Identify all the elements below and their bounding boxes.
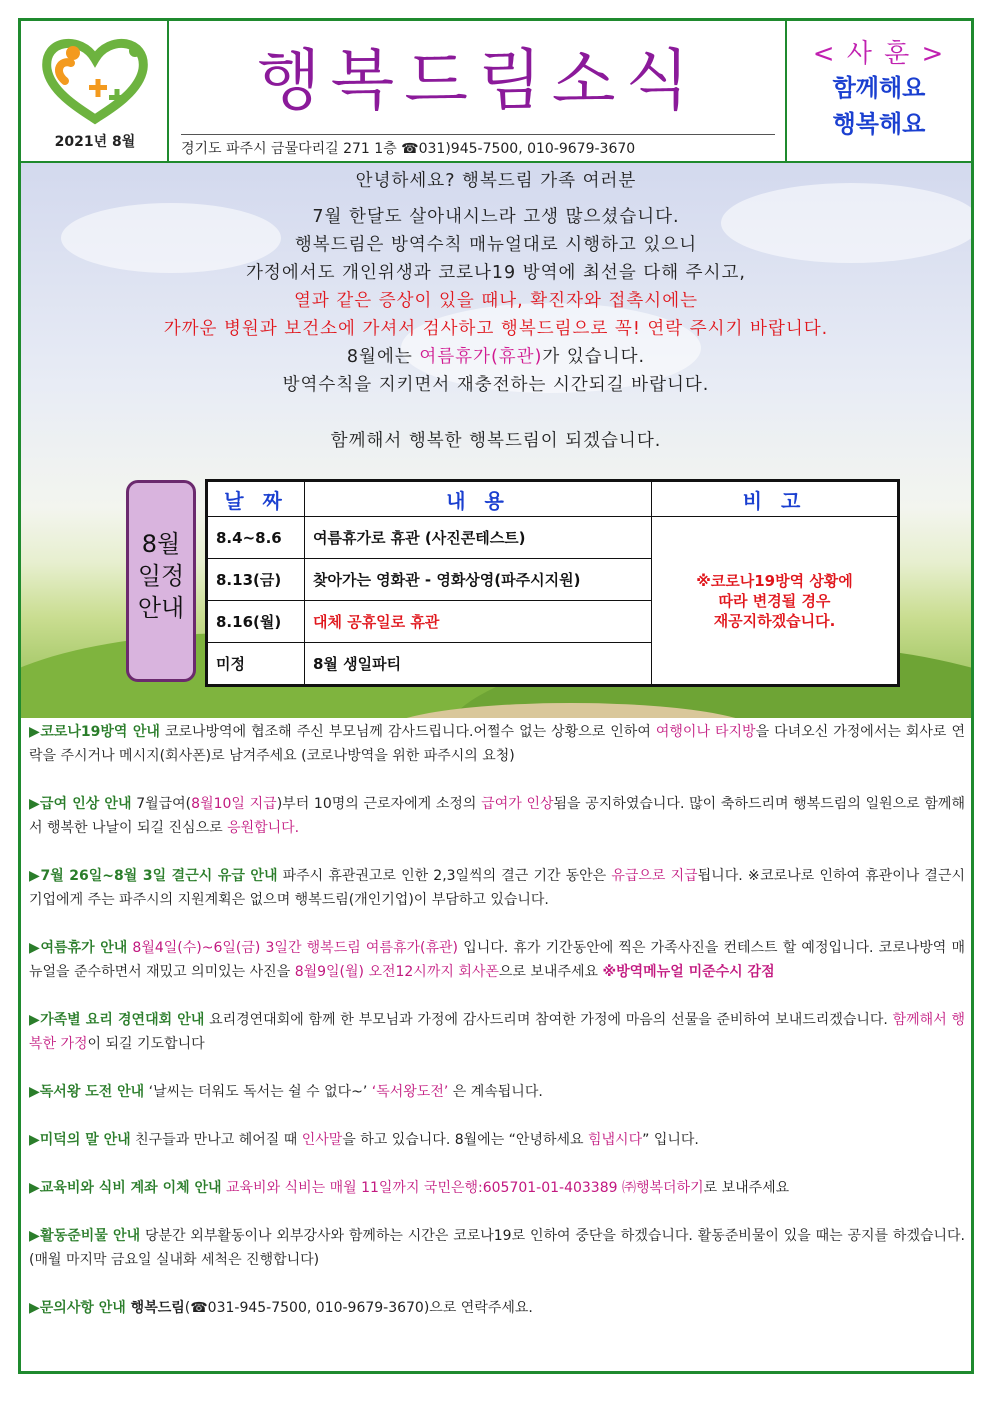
notice-heading: ▶코로나19방역 안내 [29,724,160,740]
notice-text: 이 되길 기도합니다 [87,1036,205,1052]
address-line: 경기도 파주시 금물다리길 271 1층 ☎031)945-7500, 010-9679-3670 [181,134,775,158]
letter-line: 7월 한달도 살아내시느라 고생 많으셨습니다. [312,207,680,227]
column-header-content: 내 용 [305,481,652,517]
notice-highlight: 급여가 인상 [481,796,554,812]
schedule-content: 8월 생일파티 [305,643,652,686]
notice-text: 당분간 외부활동이나 외부강사와 함께하는 시간은 코로나19로 인하여 중단을 하겠습니다. 활동준비물이 있을 때는 공지를 하겠습니다. (매월 마지막 금요일 실내화 세척은 진행합니다) [29,1228,965,1268]
notice-highlight: 8월10일 지급 [191,796,277,812]
notice-reading [29,1080,965,1104]
notice-payment [29,1176,965,1200]
greeting-letter [21,167,971,455]
letter-line: 가정에서도 개인위생과 코로나19 방역에 최선을 다해 주시고, [246,263,746,283]
notice-highlight: 응원합니다. [227,820,300,836]
note-line: 재공지하겠습니다. [713,611,836,630]
greeting-line: 안녕하세요? 행복드림 가족 여러분 [355,171,637,191]
notice-text: 코로나방역에 협조해 주신 부모님께 감사드립니다.어쩔수 없는 상황으로 인하여 [159,724,656,740]
notice-text: ” 입니다. [642,1132,699,1148]
notice-highlight: 8월4일(수)~6일(금) 3일간 행복드림 여름휴가(휴관) [127,940,459,956]
table-row [207,517,899,559]
letter-line: 방역수칙을 지키면서 재충전하는 시간되길 바랍니다. [282,375,710,395]
letter-closing: 함께해서 행복한 행복드림이 되겠습니다. [330,431,662,451]
notice-highlight: 교육비와 식비는 매월 11일까지 국민은행:605701-01-403389 ㈜행복더하기 [221,1180,704,1196]
column-header-note: 비 고 [652,481,899,517]
notice-highlight: 8월9일(월) 오전12시까지 회사폰 [294,964,499,980]
notice-highlight: ‘독서왕도전’ [371,1084,449,1100]
notice-highlight: 인사말 [301,1132,343,1148]
notice-heading: ▶독서왕 도전 안내 [29,1084,145,1100]
notice-summer-vacation [29,936,965,984]
table-header-row [207,481,899,517]
notice-contact [29,1296,965,1320]
logo-cell [21,21,169,161]
notice-text: 으로 보내주세요 [498,964,603,980]
greeting-banner [21,163,971,718]
schedule-content: 여름휴가로 휴관 (사진콘테스트) [305,517,652,559]
notice-text: 을 하고 있습니다. 8월에는 “안녕하세요 [342,1132,588,1148]
letter-line: 행복드림은 방역수칙 매뉴얼대로 시행하고 있으니 [294,235,698,255]
notice-text: ‘날씨는 더워도 독서는 쉴 수 없다~’ [144,1084,372,1100]
notice-highlight: 힘냅시다 [588,1132,643,1148]
issue-date: 2021년 8월 [54,134,136,150]
motto-heading: < 사 훈 > [812,39,946,69]
notice-heading: ▶교육비와 식비 계좌 이체 안내 [29,1180,222,1196]
newsletter-title: 행복드림소식 [256,42,700,119]
schedule-content: 대체 공휴일로 휴관 [305,601,652,643]
notice-supplies [29,1224,965,1272]
title-cell [169,21,787,161]
notice-text: 7월급여( [131,796,192,812]
letter-highlight: 여름휴가(휴관) [419,347,543,367]
schedule-date: 8.4~8.6 [207,517,305,559]
motto-line: 행복해요 [832,110,926,138]
notice-text: 친구들과 만나고 헤어질 때 [130,1132,302,1148]
letter-text: 가 있습니다. [542,347,646,367]
newsletter-header [18,18,974,163]
notice-covid [29,720,965,768]
notice-heading: ▶미덕의 말 안내 [29,1132,131,1148]
notice-heading: ▶급여 인상 안내 [29,796,132,812]
note-line: ※코로나19방역 상황에 [696,571,853,590]
notice-text: 을 다녀오신 가정에서는 회사로 연락을 주시거나 메시지(회사폰)로 남겨주세요 (코로나방역을 위한 파주시의 요청) [29,724,965,764]
schedule-label-line: 일정 [137,562,185,590]
notice-highlight: 함께해서 행복한 가정 [29,1012,965,1052]
notice-heading: ▶문의사항 안내 [29,1300,126,1316]
schedule-label-line: 안내 [137,594,185,622]
motto-line: 함께해요 [832,74,926,102]
notice-text: 행복드림 [125,1300,185,1316]
notice-text: )부터 10명의 근로자에게 소정의 [276,796,482,812]
notice-heading: ▶가족별 요리 경연대회 안내 [29,1012,205,1028]
notice-highlight: 유급으로 지급 [611,868,698,884]
schedule-date: 8.16(월) [207,601,305,643]
notice-text: 입니다. 휴가 기간동안에 찍은 가족사진을 컨테스트 할 예정입니다. 코로나방역 매뉴얼을 준수하면서 재밌고 의미있는 사진을 [29,940,965,980]
schedule-label-line: 8월 [141,530,181,558]
letter-line [21,343,971,371]
notice-heading: ▶활동준비물 안내 [29,1228,141,1244]
notice-text: 은 계속됩니다. [448,1084,543,1100]
schedule-label [126,480,196,682]
notice-heading: ▶여름휴가 안내 [29,940,128,956]
notice-highlight: 여행이나 타지방 [655,724,756,740]
column-header-date: 날 짜 [207,481,305,517]
notice-text: (☎031-945-7500, 010-9679-3670)으로 연락주세요. [184,1300,533,1316]
notice-virtue-words [29,1128,965,1152]
notices-section [29,720,965,1320]
motto-cell [787,21,971,161]
heart-plus-logo-icon [31,29,159,125]
schedule-date: 미정 [207,643,305,686]
notice-paid-leave [29,864,965,912]
notice-highlight: ※방역메뉴얼 미준수시 감점 [602,964,775,980]
letter-text: 8월에는 [346,347,420,367]
schedule-content: 찾아가는 영화관 - 영화상영(파주시지원) [305,559,652,601]
schedule-note [652,517,899,686]
letter-line-warning: 가까운 병원과 보건소에 가셔서 검사하고 행복드림으로 꼭! 연락 주시기 바랍니다. [163,319,829,339]
notice-text: 로 보내주세요 [703,1180,790,1196]
note-line: 따라 변경될 경우 [718,591,831,610]
notice-heading: ▶7월 26일~8월 3일 결근시 유급 안내 [29,868,278,884]
notice-text: 요리경연대회에 함께 한 부모님과 가정에 감사드리며 참여한 가정에 마음의 선물을 준비하여 보내드리겠습니다. [204,1012,893,1028]
schedule-date: 8.13(금) [207,559,305,601]
notice-salary [29,792,965,840]
notice-text: 됩니다. ※코로나로 인하여 휴관이나 결근시 기업에게 주는 파주시의 지원계획은 없으며 행복드림(개인기업)이 부담하고 있습니다. [29,868,965,908]
notice-text: 파주시 휴관권고로 인한 2,3일씩의 결근 기간 동안은 [277,868,612,884]
schedule-table [205,479,900,687]
notice-cooking-contest [29,1008,965,1056]
letter-line-warning: 열과 같은 증상이 있을 때나, 확진자와 접촉시에는 [293,291,699,311]
notice-text: 됨을 공지하였습니다. 많이 축하드리며 행복드림의 일원으로 함께해서 행복한 나날이 되길 진심으로 [29,796,965,836]
